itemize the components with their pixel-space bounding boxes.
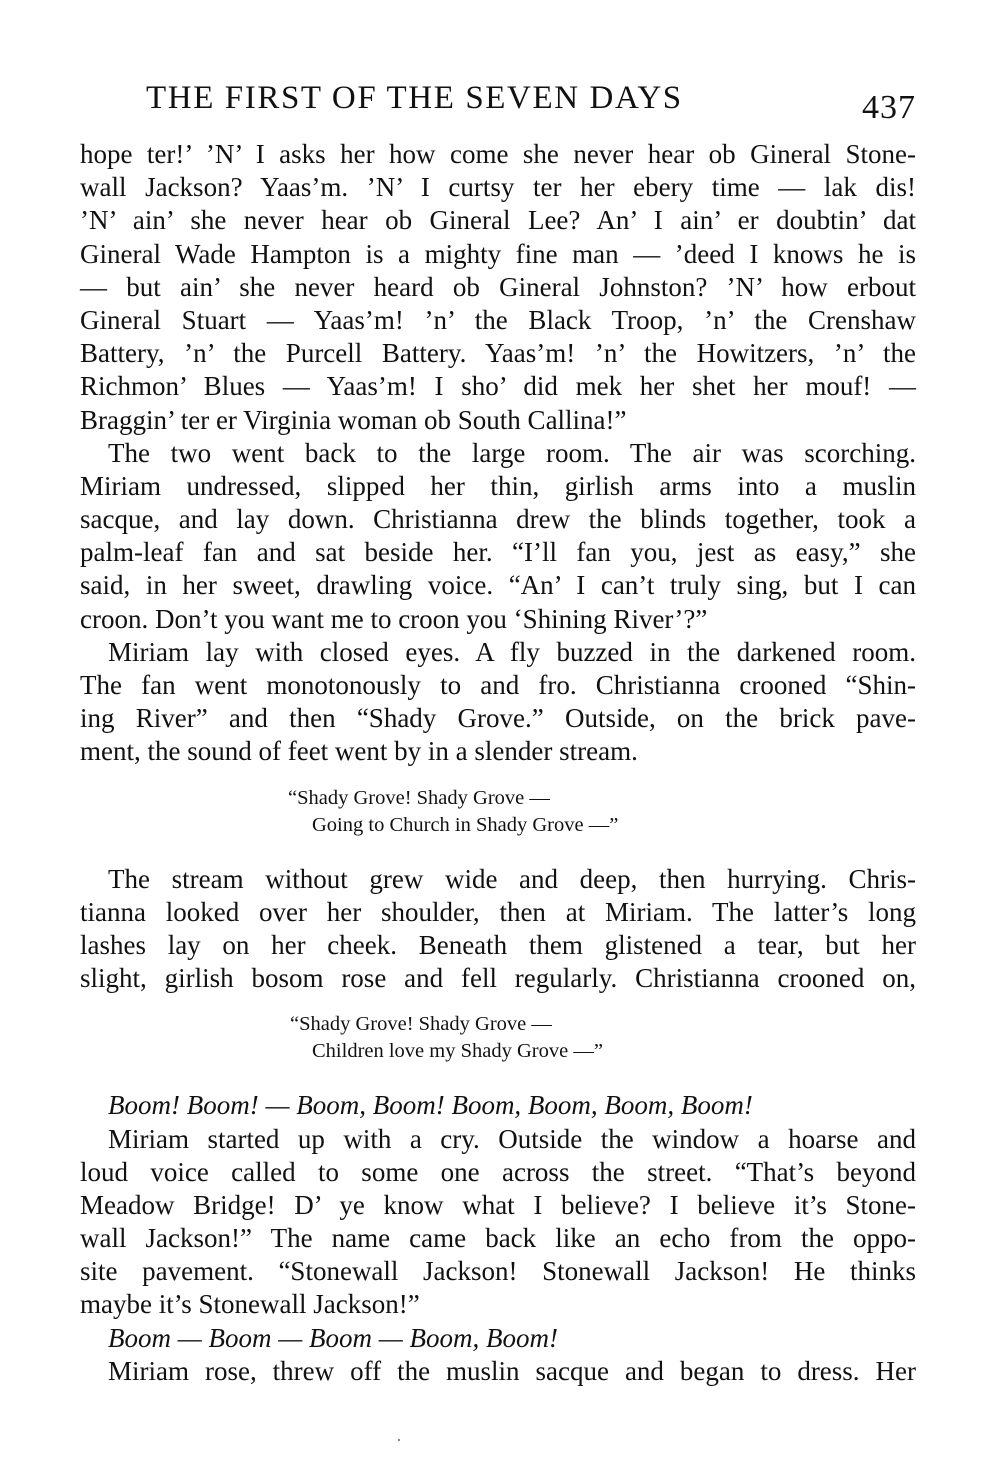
text-line: lashes lay on her cheek. Beneath them glistened a tear, but her: [80, 929, 916, 960]
verse-stanza: [80, 785, 916, 839]
text-line: palm-leaf fan and sat beside her. “I’ll fan you, jest as easy,” she: [80, 537, 916, 568]
text-line: The fan went monotonously to and fro. Christianna crooned “Shin-: [80, 670, 916, 700]
text-line: Miriam lay with closed eyes. A fly buzzed in the darkened room.: [108, 636, 916, 667]
text-line: — but ain’ she never heard ob Gineral Johnston? ’N’ how erbout: [80, 271, 916, 302]
text-line: tianna looked over her shoulder, then at Miriam. The latter’s long: [80, 896, 916, 927]
scan-speck: [398, 1439, 400, 1441]
spacer: [80, 769, 916, 785]
text-line: loud voice called to some one across the street. “That’s beyond: [80, 1156, 916, 1187]
text-line: maybe it’s Stonewall Jackson!”: [80, 1289, 420, 1320]
text-line: croon. Don’t you want me to croon you ‘Shining River’?”: [80, 603, 708, 634]
spacer: [80, 839, 916, 863]
text-line: ment, the sound of feet went by in a slender stream.: [80, 736, 638, 767]
verse-line: “Shady Grove! Shady Grove —: [290, 1013, 552, 1036]
text-line: Miriam started up with a cry. Outside the window a hoarse and: [108, 1123, 916, 1154]
running-title: THE FIRST OF THE SEVEN DAYS: [146, 80, 683, 116]
verse-line: Going to Church in Shady Grove —”: [312, 813, 619, 836]
body-text: [80, 138, 916, 1388]
page-header: [80, 78, 916, 126]
text-line: ing River” and then “Shady Grove.” Outside, on the brick pave-: [80, 703, 916, 734]
text-line: Boom — Boom — Boom — Boom, Boom!: [108, 1322, 558, 1353]
text-line: hope ter!’ ’N’ I asks her how come she never hear ob Gineral Stone-: [80, 139, 916, 169]
text-line: ’N’ ain’ she never hear ob Gineral Lee? An’ I ain’ er doubtin’ dat: [80, 205, 916, 236]
text-line: Boom! Boom! — Boom, Boom! Boom, Boom, Boom, Boom!: [108, 1090, 753, 1121]
verse-line: Children love my Shady Grove —”: [312, 1040, 603, 1063]
text-line: site pavement. “Stonewall Jackson! Stonewall Jackson! He thinks: [80, 1256, 916, 1287]
text-line: Miriam rose, threw off the muslin sacque and began to dress. Her: [108, 1355, 916, 1386]
text-line: Gineral Wade Hampton is a mighty fine man — ’deed I knows he is: [80, 238, 916, 269]
text-line: Gineral Stuart — Yaas’m! ’n’ the Black Troop, ’n’ the Crenshaw: [80, 304, 916, 335]
text-line: slight, girlish bosom rose and fell regularly. Christianna crooned on,: [80, 963, 916, 994]
verse-stanza: [80, 1011, 916, 1065]
text-line: said, in her sweet, drawling voice. “An’ I can’t truly sing, but I can: [80, 570, 916, 601]
text-line: wall Jackson!” The name came back like an echo from the oppo-: [80, 1223, 916, 1254]
spacer: [80, 1065, 916, 1089]
spacer: [80, 995, 916, 1011]
page-number: 437: [862, 89, 916, 126]
text-line: The two went back to the large room. The air was scorching.: [108, 437, 916, 468]
verse-line: “Shady Grove! Shady Grove —: [288, 786, 550, 809]
text-line: Battery, ’n’ the Purcell Battery. Yaas’m! ’n’ the Howitzers, ’n’ the: [80, 338, 916, 369]
text-line: Braggin’ ter er Virginia woman ob South Callina!”: [80, 404, 627, 435]
text-line: Meadow Bridge! D’ ye know what I believe? I believe it’s Stone-: [80, 1189, 916, 1220]
text-line: The stream without grew wide and deep, then hurrying. Chris-: [108, 863, 916, 894]
text-line: Miriam undressed, slipped her thin, girlish arms into a muslin: [80, 470, 916, 501]
text-line: sacque, and lay down. Christianna drew the blinds together, took a: [80, 504, 916, 535]
text-line: wall Jackson? Yaas’m. ’N’ I curtsy ter her ebery time — lak dis!: [80, 172, 916, 203]
text-line: Richmon’ Blues — Yaas’m! I sho’ did mek her shet her mouf! —: [80, 371, 916, 402]
